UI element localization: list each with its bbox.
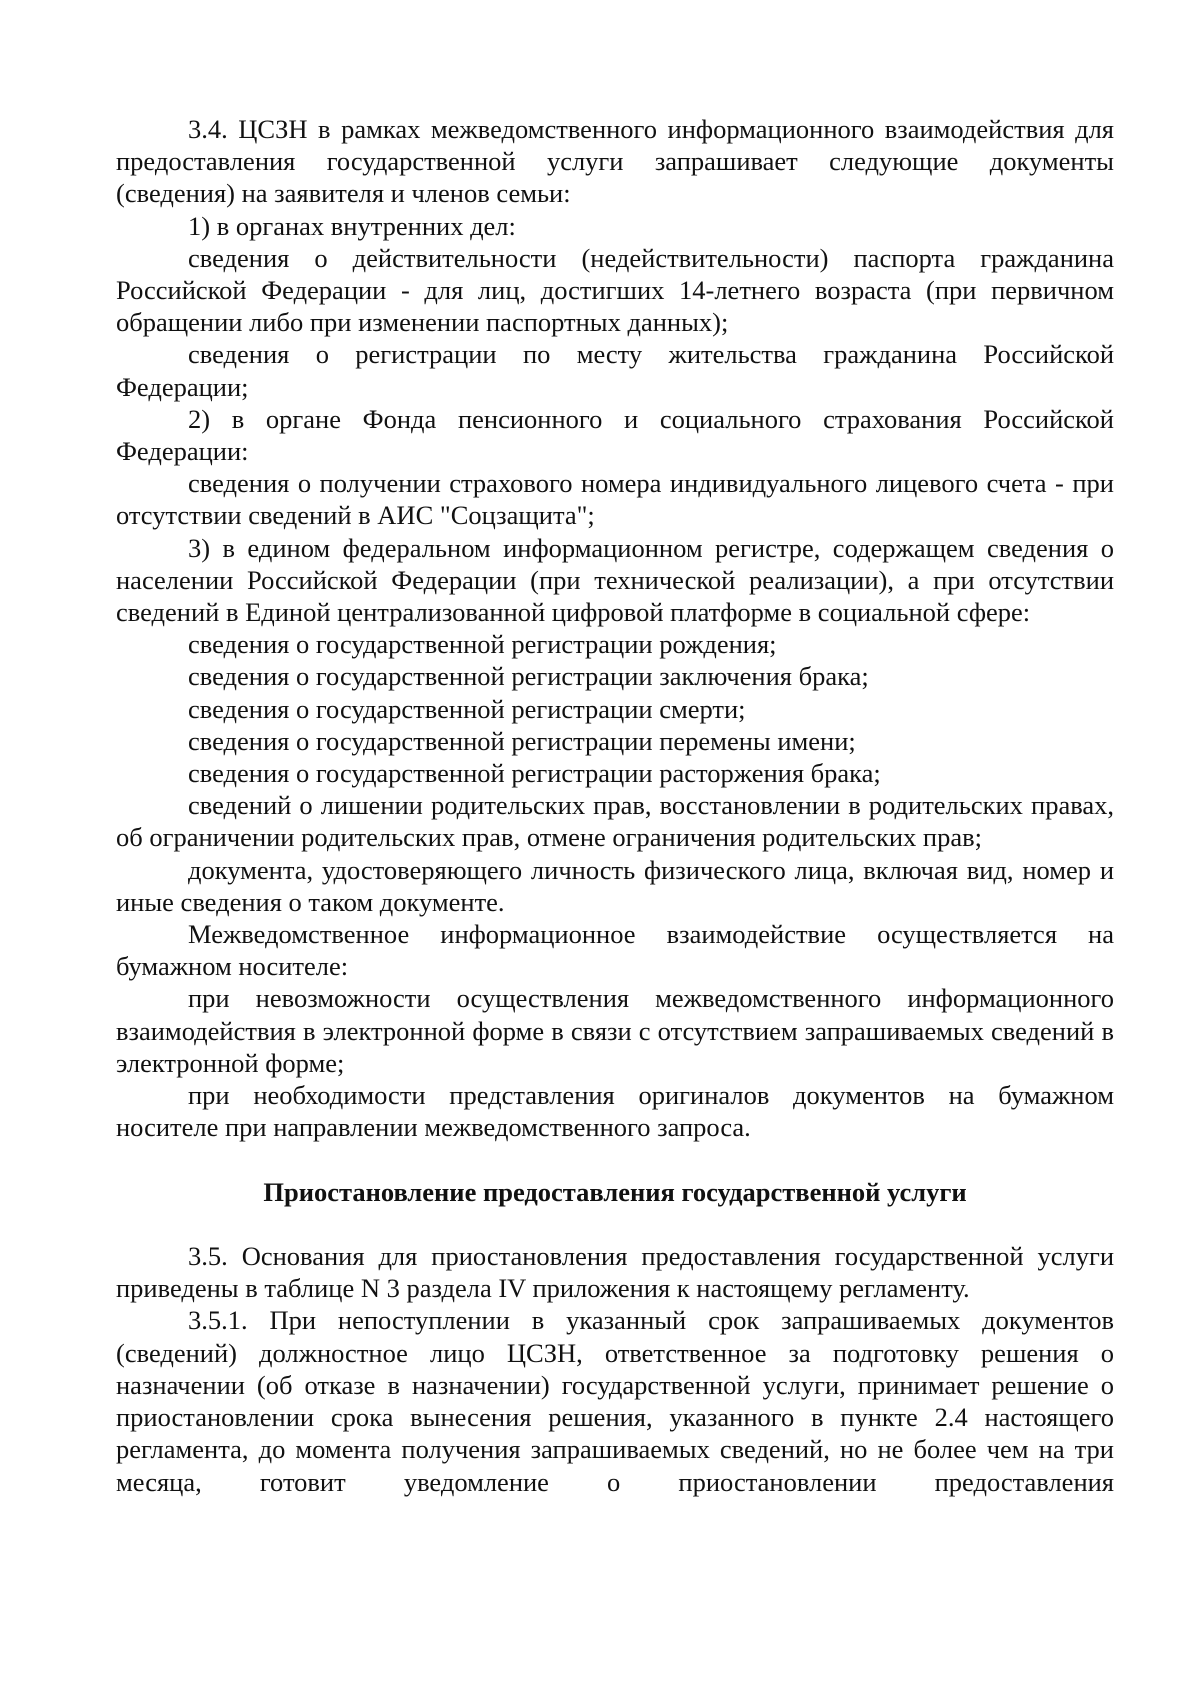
paragraph-originals-required: при необходимости представления оригиналов документов на бумажном носителе при направлении межведомственного запроса. — [116, 1080, 1114, 1143]
heading-spacer-bottom — [116, 1208, 1114, 1240]
paragraph-pension-fund: 2) в органе Фонда пенсионного и социального страхования Российской Федерации: — [116, 403, 1114, 467]
paragraph-marriage-registration: сведения о государственной регистрации заключения брака; — [188, 661, 869, 692]
paragraph-name-change-registration: сведения о государственной регистрации перемены имени; — [188, 725, 856, 756]
section-heading: Приостановление предоставления государственной услуги — [263, 1176, 967, 1207]
paragraph-parental-rights: сведений о лишении родительских прав, восстановлении в родительских правах, об ограничении родительских прав, отмене ограничения родительских прав; — [116, 790, 1114, 853]
paragraph-paper-interaction: Межведомственное информационное взаимодействие осуществляется на бумажном носителе: — [116, 919, 1114, 982]
paragraph-residence-registration: сведения о регистрации по месту жительства гражданина Российской Федерации; — [116, 339, 1114, 402]
paragraph-death-registration: сведения о государственной регистрации смерти; — [188, 693, 746, 724]
paragraph-3-4: 3.4. ЦСЗН в рамках межведомственного информационного взаимодействия для предоставления государственной услуги запрашивает следующие документы (сведения) на заявителя и членов семьи: — [116, 114, 1114, 209]
paragraph-electronic-impossible: при невозможности осуществления межведомственного информационного взаимодействия в электронной форме в связи с отсутствием запрашиваемых сведений в электронной форме; — [116, 983, 1114, 1078]
paragraph-passport-validity: сведения о действительности (недействительности) паспорта гражданина Российской Федерации - для лиц, достигших 14-летнего возраста (при первичном обращении либо при изменении паспортных данных); — [116, 242, 1114, 338]
paragraph-identity-document: документа, удостоверяющего личность физического лица, включая вид, номер и иные сведения о таком документе. — [116, 854, 1114, 917]
paragraph-federal-register: 3) в едином федеральном информационном регистре, содержащем сведения о населении Российской Федерации (при технической реализации), а при отсутствии сведений в Единой централизованной цифровой платформе в социальной сфере: — [116, 532, 1114, 628]
document-body — [116, 113, 1114, 1498]
paragraph-3-5: 3.5. Основания для приостановления предоставления государственной услуги приведены в таблице N 3 раздела IV приложения к настоящему регламенту. — [116, 1241, 1114, 1304]
paragraph-internal-affairs: 1) в органах внутренних дел: — [188, 210, 516, 241]
paragraph-snils: сведения о получении страхового номера индивидуального лицевого счета - при отсутствии сведений в АИС "Соцзащита"; — [116, 468, 1114, 531]
paragraph-divorce-registration: сведения о государственной регистрации расторжения брака; — [188, 758, 881, 789]
heading-spacer-top — [116, 1144, 1114, 1176]
paragraph-3-5-1: 3.5.1. При непоступлении в указанный срок запрашиваемых документов (сведений) должностное лицо ЦСЗН, ответственное за подготовку решения о назначении (об отказе в назначении) государственной услуги, принимает решение о приостановлении срока вынесения решения, указанного в пункте 2.4 настоящего регламента, до момента получения запрашиваемых сведений, но не более чем на три месяца, готовит уведомление о приостановлении предоставления — [116, 1305, 1114, 1497]
paragraph-birth-registration: сведения о государственной регистрации рождения; — [188, 629, 777, 660]
